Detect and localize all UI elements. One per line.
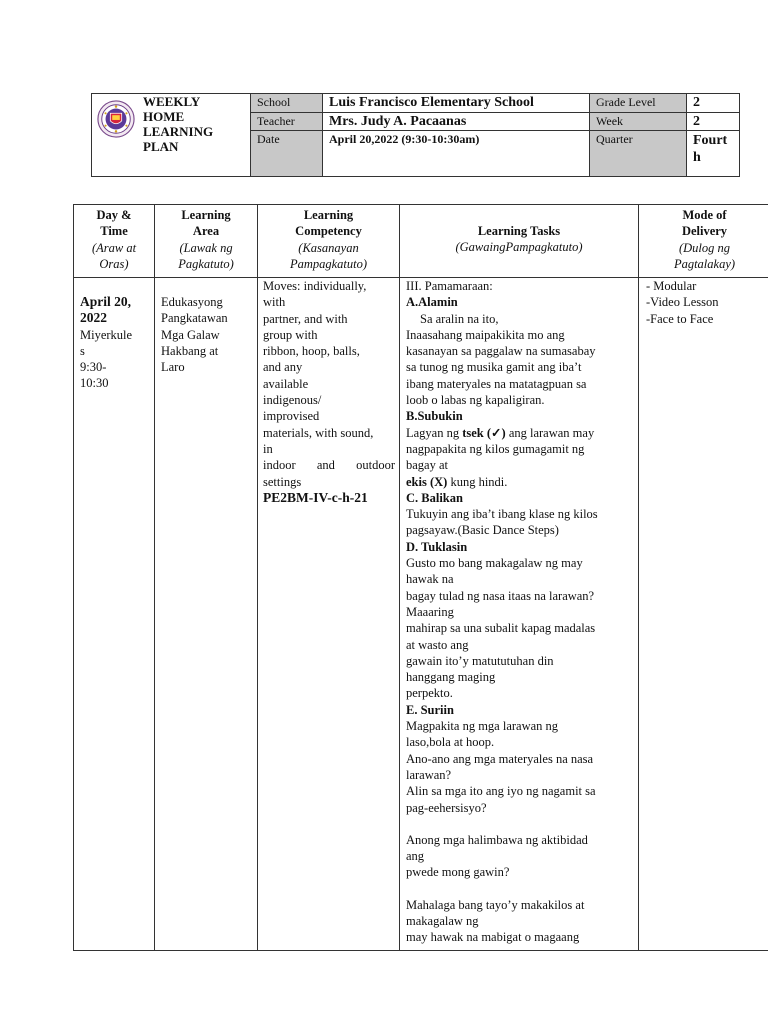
school-value: Luis Francisco Elementary School bbox=[323, 94, 590, 113]
week-label: Week bbox=[590, 113, 687, 131]
teacher-label: Teacher bbox=[251, 113, 323, 131]
section-balikan-heading: C. Balikan bbox=[406, 490, 463, 505]
section-alamin-heading: A.Alamin bbox=[406, 295, 458, 310]
column-header-learning-tasks: Learning Tasks (GawaingPampagkatuto) bbox=[400, 205, 639, 278]
learning-tasks-cell: III. Pamamaraan: A.Alamin Sa aralin na ito, Inaasahang maipakikita mo ang kasanayan sa paggalaw na sumasabay sa tunog ng musika gamit ang iba’t ibang materyales na matatagpuan sa loob o labas ng kapaligiran. B.Subukin Lagyan ng tsek (✓) ang larawan may nagpapakita ng kilos gumagamit ng bagay at ekis (X) kung hindi. C. Balikan Tukuyin ang iba’t ibang klase ng kilos pagsayaw.(Basic Dance Steps) D. Tuklasin Gusto mo bang makagalaw ng may hawak na bagay tulad ng nasa itaas na larawan? Maaaring mahirap sa una subalit kapag madalas at wasto ang gawain ito’y matututuhan din hanggang maging perpekto. E. Suriin Magpakita ng mga larawan ng laso,bola at hoop. Ano-ano ang mga materyales na nasa larawan? Alin sa mga ito ang iyo ng nagamit sa pag-eehersisyo? Anong mga halimbawa ng aktibidad ang pwede mong gawin? Mahalaga bang tayo’y makakilos at makagalaw ng may hawak na mabigat o magaang bbox=[400, 278, 639, 951]
grade-level-label: Grade Level bbox=[590, 94, 687, 113]
quarter-value: Fourt h bbox=[687, 131, 740, 177]
deped-seal-logo bbox=[97, 100, 135, 138]
column-header-mode-of-delivery: Mode of Delivery (Dulog ng Pagtalakay) bbox=[639, 205, 768, 278]
logo-cell bbox=[92, 94, 141, 177]
date-value: April 20,2022 (9:30-10:30am) bbox=[323, 131, 590, 177]
quarter-label: Quarter bbox=[590, 131, 687, 177]
header-table bbox=[91, 93, 740, 177]
section-subukin-heading: B.Subukin bbox=[406, 409, 463, 424]
section-tuklasin-heading: D. Tuklasin bbox=[406, 539, 468, 554]
mode-of-delivery-cell: - Modular -Video Lesson -Face to Face bbox=[639, 278, 768, 951]
school-label: School bbox=[251, 94, 323, 113]
column-header-learning-area: Learning Area (Lawak ng Pagkatuto) bbox=[155, 205, 258, 278]
learning-plan-table bbox=[73, 204, 768, 951]
table-header-row bbox=[74, 205, 768, 278]
learning-area-cell: Edukasyong Pangkatawan Mga Galaw Hakbang at Laro bbox=[155, 278, 258, 951]
column-header-day-time: Day & Time (Araw at Oras) bbox=[74, 205, 155, 278]
date-label: Date bbox=[251, 131, 323, 177]
week-value: 2 bbox=[687, 113, 740, 131]
table-row bbox=[74, 278, 768, 951]
learning-competency-cell: Moves: individually, with partner, and with group with ribbon, hoop, balls, and any available indigenous/ improvised materials, with sound, in indoor and outdoor settings PE2BM-IV-c-h-21 bbox=[258, 278, 400, 951]
plan-title: WEEKLY HOME LEARNING PLAN bbox=[140, 94, 251, 177]
column-header-learning-competency: Learning Competency (Kasanayan Pampagkatuto) bbox=[258, 205, 400, 278]
competency-code: PE2BM-IV-c-h-21 bbox=[263, 489, 368, 505]
teacher-value: Mrs. Judy A. Pacaanas bbox=[323, 113, 590, 131]
day-time-cell: April 20, 2022 Miyerkule s 9:30- 10:30 bbox=[74, 278, 155, 951]
section-suriin-heading: E. Suriin bbox=[406, 702, 454, 717]
grade-level-value: 2 bbox=[687, 94, 740, 113]
